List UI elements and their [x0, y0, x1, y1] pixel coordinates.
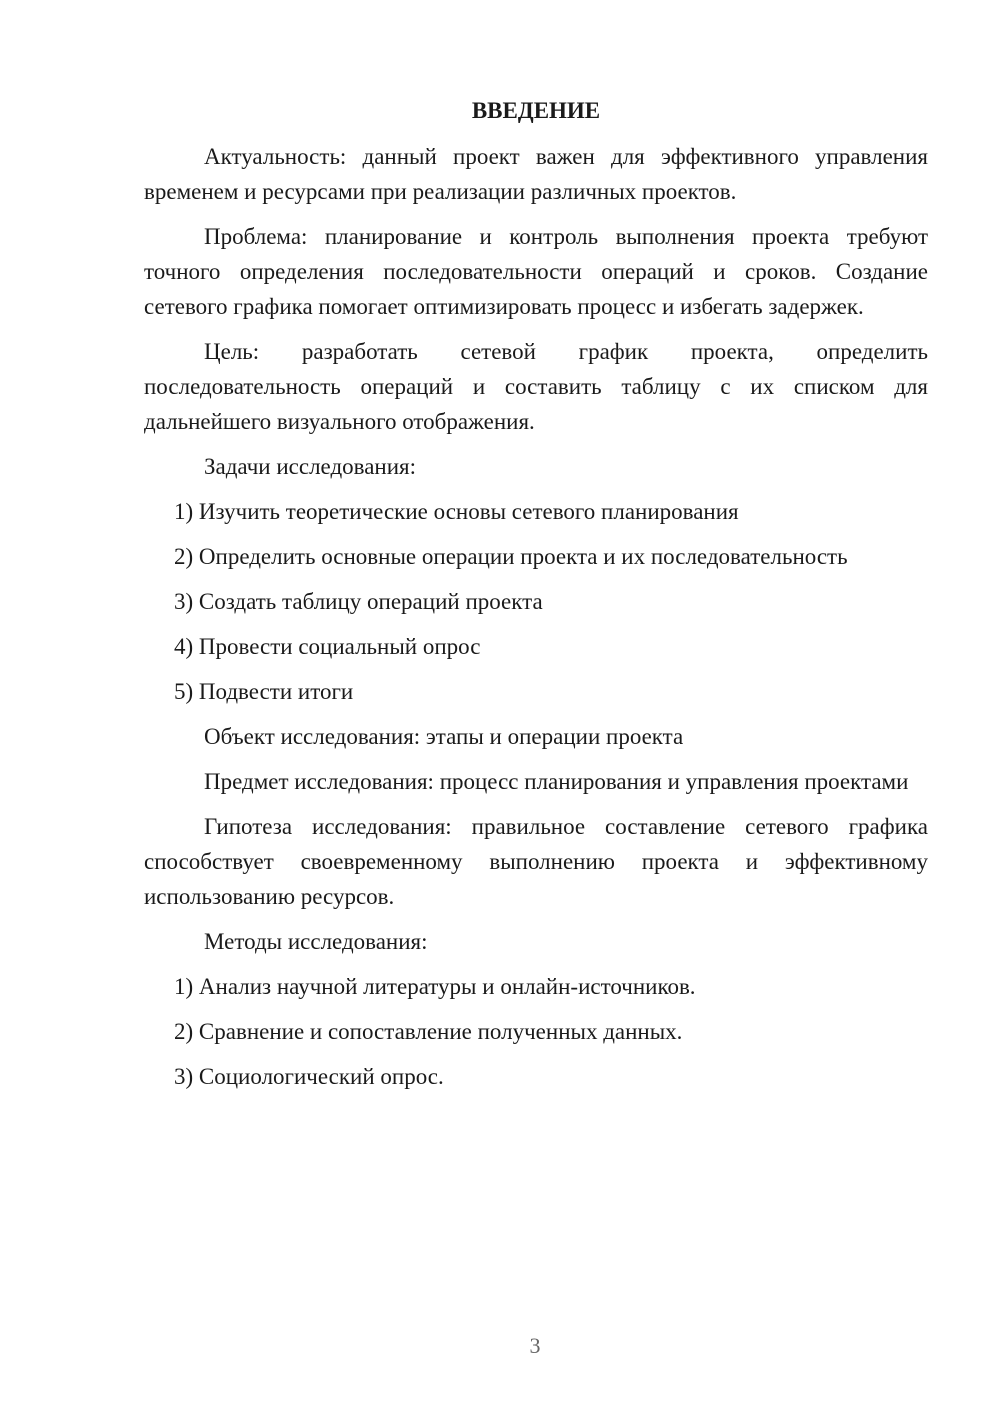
task-item: 2) Определить основные операции проекта и их последовательность	[174, 544, 848, 569]
method-item: 1) Анализ научной литературы и онлайн-источников.	[174, 974, 696, 999]
subject-paragraph: Предмет исследования: процесс планирования и управления проектами	[204, 769, 909, 794]
hypothesis-paragraph: Гипотеза исследования: правильное составление сетевого графика способствует своевременному выполнению проекта и эффективному использованию ресурсов.	[144, 814, 928, 909]
goal-paragraph: Цель: разработать сетевой график проекта, определить последовательность операций и составить таблицу с их списком для дальнейшего визуального отображения.	[144, 339, 928, 434]
method-item: 2) Сравнение и сопоставление полученных данных.	[174, 1019, 683, 1044]
methods-heading: Методы исследования:	[204, 929, 428, 954]
problem-paragraph: Проблема: планирование и контроль выполнения проекта требуют точного определения последовательности операций и сроков. Создание сетевого графика помогает оптимизировать процесс и избегать задержек.	[144, 224, 928, 319]
method-item: 3) Социологический опрос.	[174, 1064, 444, 1089]
relevance-paragraph: Актуальность: данный проект важен для эффективного управления временем и ресурсами при реализации различных проектов.	[144, 144, 928, 204]
task-item: 4) Провести социальный опрос	[174, 634, 481, 659]
section-title: ВВЕДЕНИЕ	[471, 98, 601, 123]
object-paragraph: Объект исследования: этапы и операции проекта	[204, 724, 684, 749]
task-item: 1) Изучить теоретические основы сетевого планирования	[174, 499, 739, 524]
tasks-heading: Задачи исследования:	[204, 454, 417, 479]
task-item: 3) Создать таблицу операций проекта	[174, 589, 543, 614]
page-content	[144, 95, 928, 1104]
page-number: 3	[529, 1333, 541, 1358]
task-item: 5) Подвести итоги	[174, 679, 354, 704]
